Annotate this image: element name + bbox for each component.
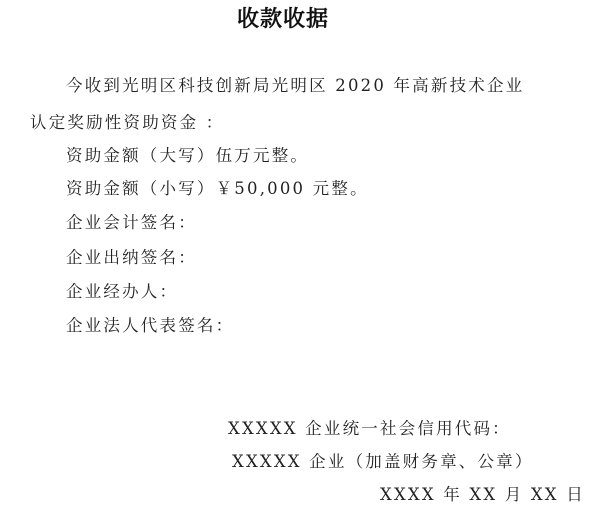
receipt-statement-line1: 今收到光明区科技创新局光明区 2020 年高新技术企业	[66, 76, 525, 95]
amount-in-figures: 资助金额（小写）￥50,000 元整。	[66, 179, 369, 198]
credit-code-label: XXXXX 企业统一社会信用代码：	[228, 419, 511, 438]
amount-in-words: 资助金额（大写）伍万元整。	[66, 146, 310, 165]
legal-representative-signature-label: 企业法人代表签名：	[66, 316, 235, 335]
document-title: 收款收据	[236, 7, 329, 32]
handler-label: 企业经办人：	[66, 282, 179, 301]
date-label: XXXX 年 XX 月 XX 日	[380, 485, 585, 504]
company-seal-label: XXXXX 企业（加盖财务章、公章）	[232, 452, 534, 471]
cashier-signature-label: 企业出纳签名：	[66, 248, 197, 267]
receipt-statement-line2: 认定奖励性资助资金 ：	[30, 113, 225, 132]
accountant-signature-label: 企业会计签名：	[66, 213, 197, 232]
